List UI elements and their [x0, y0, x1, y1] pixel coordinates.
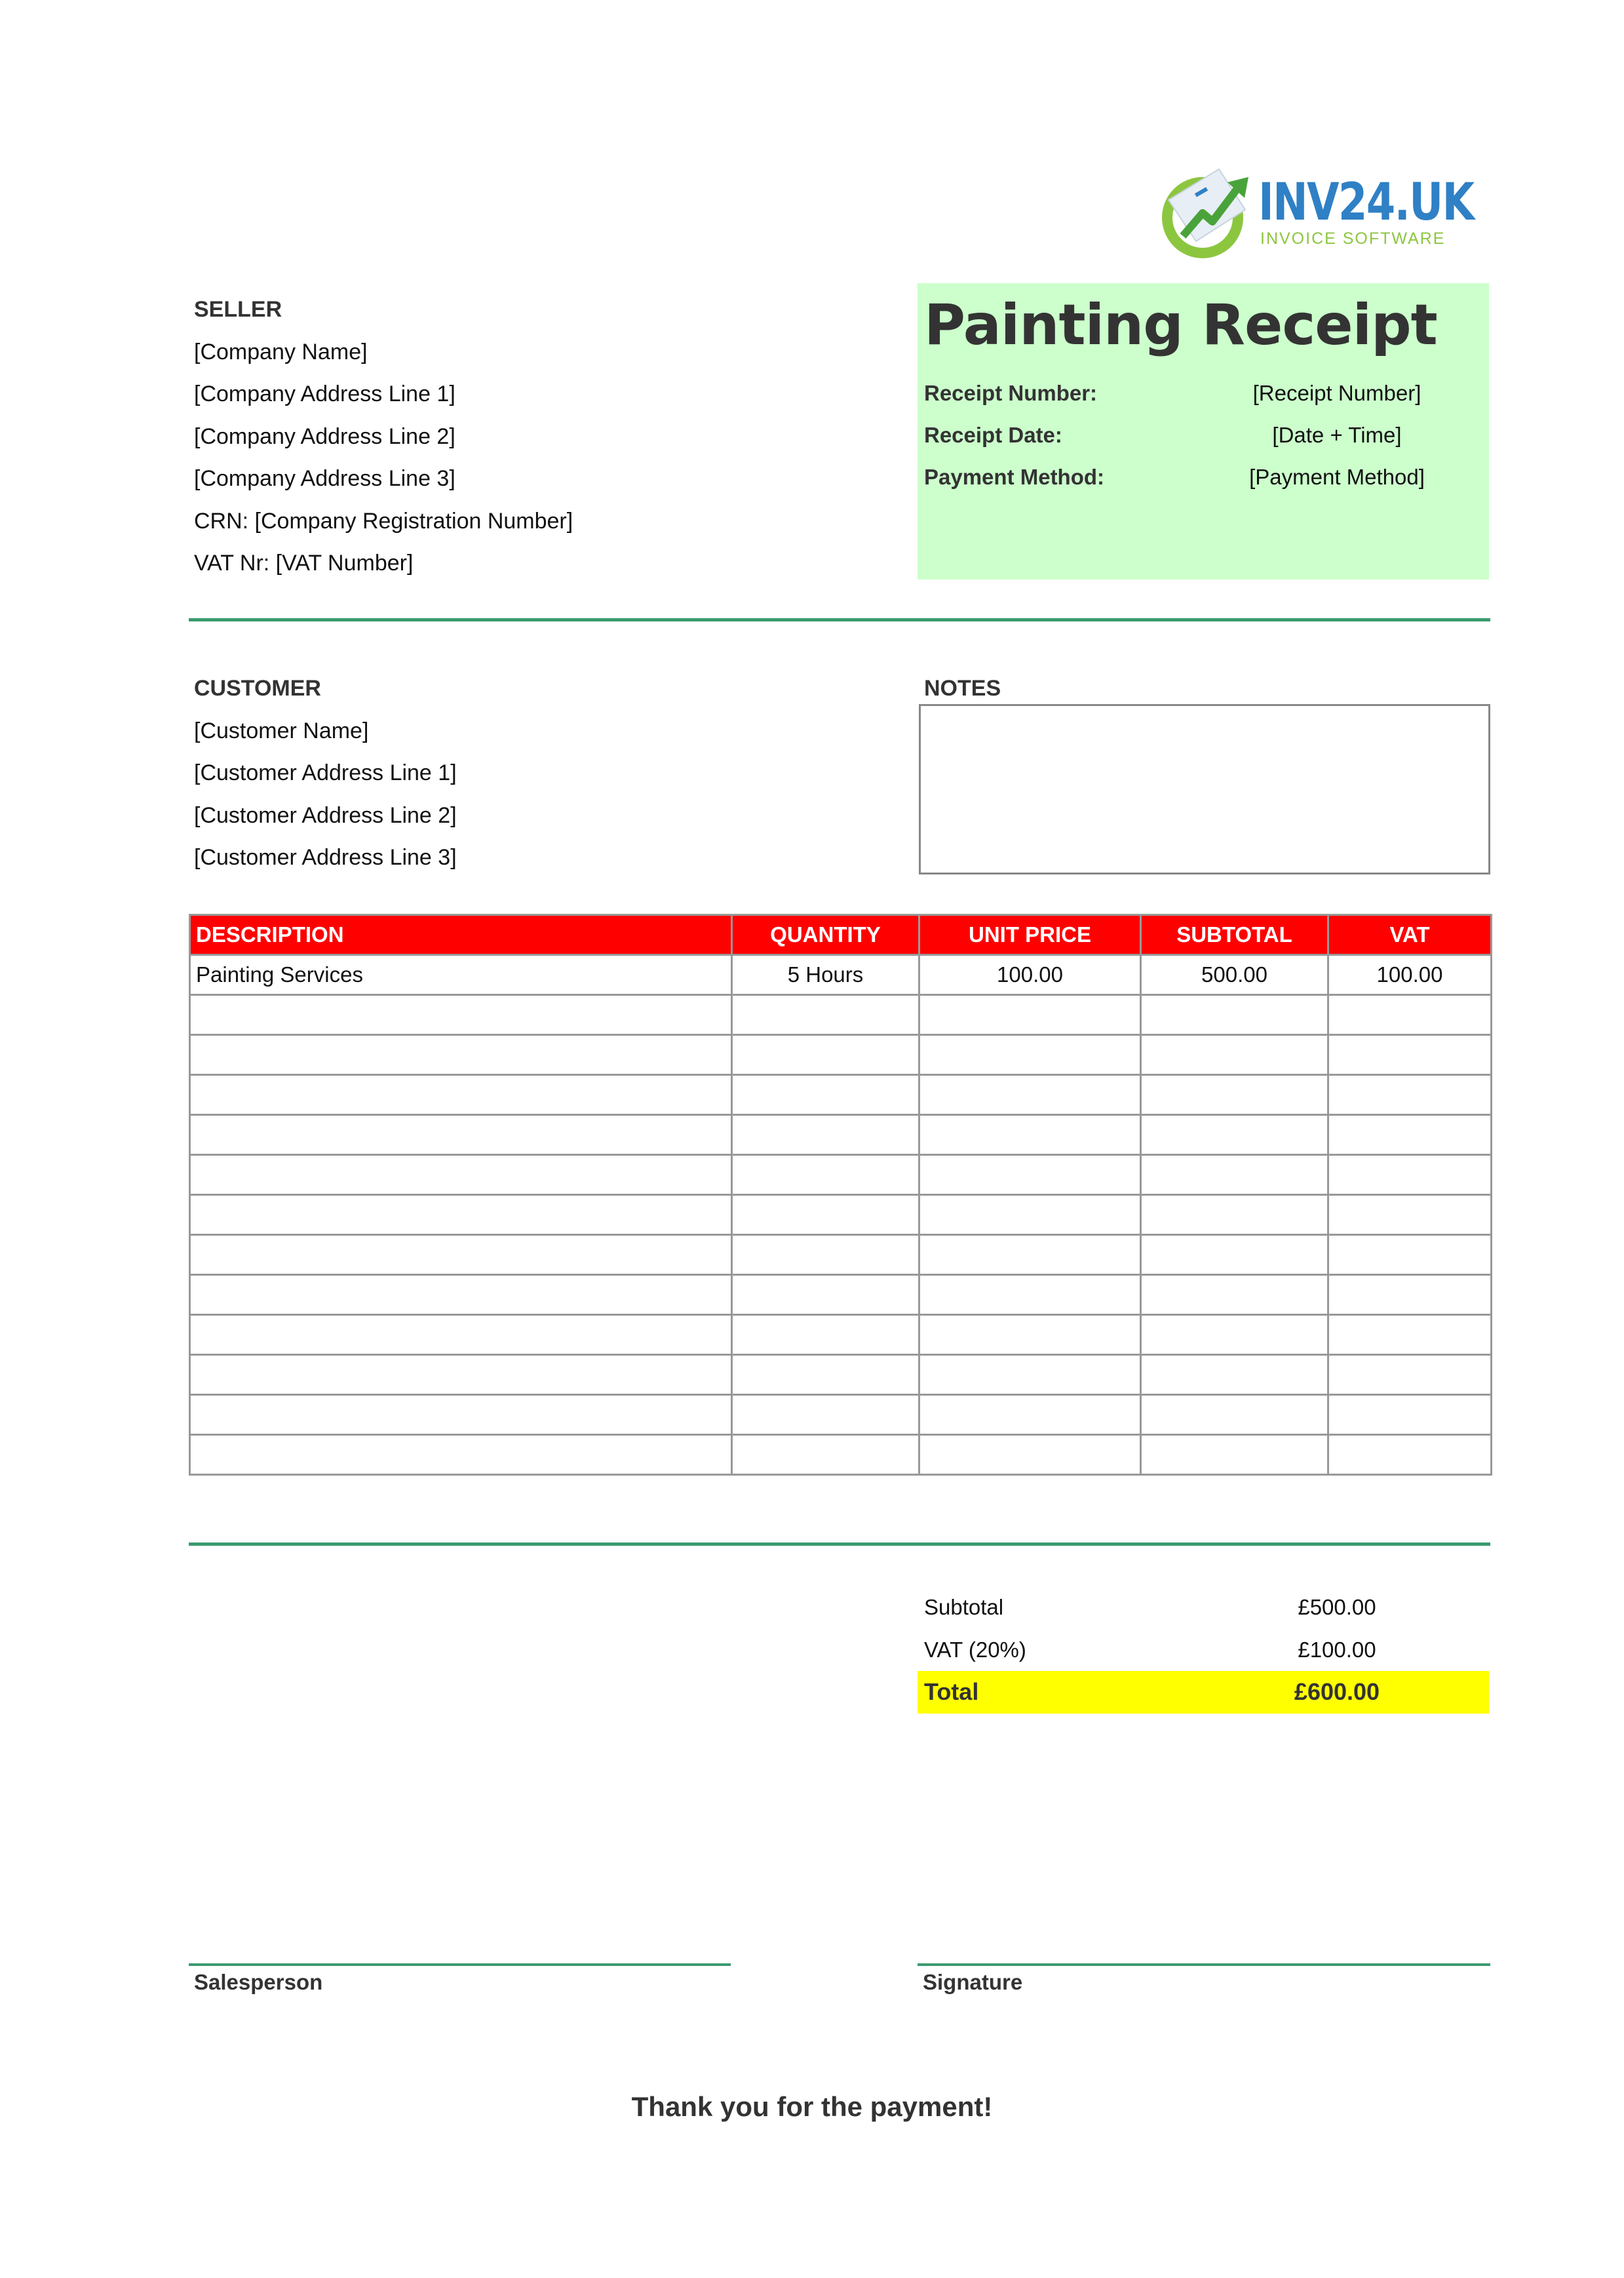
- cell-unit-price: [919, 1035, 1141, 1075]
- vat-value: £100.00: [1298, 1637, 1376, 1662]
- cell-subtotal: [1141, 995, 1328, 1035]
- customer-address-line-2: [Customer Address Line 2]: [194, 802, 457, 828]
- seller-address-line-1: [Company Address Line 1]: [194, 382, 455, 406]
- col-header-description: DESCRIPTION: [190, 915, 732, 955]
- seller-company-name: [Company Name]: [194, 339, 368, 364]
- col-header-quantity: QUANTITY: [732, 915, 919, 955]
- cell-description: [190, 995, 732, 1035]
- cell-unit-price: [919, 1315, 1141, 1355]
- table-row: [190, 955, 1492, 995]
- cell-unit-price: [919, 1395, 1141, 1435]
- seller-block: [194, 288, 849, 585]
- customer-heading: CUSTOMER: [194, 676, 321, 701]
- table-row: [190, 1235, 1492, 1275]
- cell-unit-price: [919, 1115, 1141, 1155]
- cell-subtotal: [1141, 1275, 1328, 1315]
- col-header-vat: VAT: [1328, 915, 1492, 955]
- cell-vat: [1328, 1155, 1492, 1195]
- items-table: [189, 914, 1492, 1476]
- salesperson-label: Salesperson: [194, 1970, 323, 1994]
- thank-you-message: Thank you for the payment!: [631, 2091, 993, 2122]
- subtotal-row: [918, 1586, 1489, 1629]
- table-row: [190, 1035, 1492, 1075]
- seller-heading: SELLER: [194, 297, 282, 322]
- cell-quantity: [732, 1195, 919, 1235]
- table-row: [190, 1155, 1492, 1195]
- receipt-date-label: Receipt Date:: [924, 423, 1062, 447]
- total-value: £600.00: [1294, 1678, 1380, 1705]
- section-divider: [189, 618, 1490, 621]
- cell-unit-price: [919, 1235, 1141, 1275]
- receipt-number-row: [924, 372, 1481, 414]
- total-row: [918, 1671, 1489, 1714]
- vat-label: VAT (20%): [924, 1637, 1026, 1662]
- cell-vat: [1328, 1075, 1492, 1115]
- cell-description: [190, 1395, 732, 1435]
- customer-name: [Customer Name]: [194, 718, 369, 743]
- table-row: [190, 1075, 1492, 1115]
- seller-address-line-2: [Company Address Line 2]: [194, 423, 455, 449]
- cell-quantity: [732, 1275, 919, 1315]
- table-row: [190, 1355, 1492, 1395]
- cell-quantity: [732, 1355, 919, 1395]
- cell-description: [190, 1195, 732, 1235]
- cell-description: [190, 1035, 732, 1075]
- cell-subtotal: [1141, 1195, 1328, 1235]
- receipt-number-value: [Receipt Number]: [1252, 381, 1421, 405]
- cell-subtotal: [1141, 1435, 1328, 1475]
- cell-vat: [1328, 1115, 1492, 1155]
- receipt-title: Painting Receipt: [924, 292, 1437, 358]
- col-header-subtotal: SUBTOTAL: [1141, 915, 1328, 955]
- cell-subtotal: [1141, 1355, 1328, 1395]
- cell-unit-price: [919, 1435, 1141, 1475]
- cell-description: [190, 1155, 732, 1195]
- receipt-number-label: Receipt Number:: [924, 381, 1098, 405]
- notes-heading: NOTES: [924, 676, 1001, 701]
- cell-vat: [1328, 1035, 1492, 1075]
- signature-label: Signature: [923, 1970, 1023, 1994]
- items-header-row: [190, 915, 1492, 955]
- cell-unit-price: [919, 1075, 1141, 1115]
- customer-address-line-3: [Customer Address Line 3]: [194, 845, 457, 870]
- seller-vat-number: VAT Nr: [VAT Number]: [194, 551, 414, 576]
- cell-quantity: [732, 995, 919, 1035]
- customer-address-line-1: [Customer Address Line 1]: [194, 760, 457, 785]
- logo-name: INV24.UK: [1258, 173, 1474, 232]
- payment-method-value: [Payment Method]: [1249, 465, 1425, 489]
- cell-quantity: 5 Hours: [732, 955, 919, 995]
- cell-description: [190, 1235, 732, 1275]
- growth-chart-icon: [1157, 164, 1258, 262]
- total-label: Total: [924, 1678, 979, 1705]
- subtotal-value: £500.00: [1298, 1595, 1376, 1619]
- cell-subtotal: [1141, 1035, 1328, 1075]
- cell-subtotal: [1141, 1395, 1328, 1435]
- cell-quantity: [732, 1395, 919, 1435]
- cell-description: [190, 1275, 732, 1315]
- cell-description: [190, 1075, 732, 1115]
- table-row: [190, 1115, 1492, 1155]
- cell-unit-price: [919, 1355, 1141, 1395]
- logo-tagline: INVOICE SOFTWARE: [1260, 229, 1446, 248]
- cell-vat: [1328, 1235, 1492, 1275]
- table-row: [190, 995, 1492, 1035]
- cell-quantity: [732, 1075, 919, 1115]
- table-row: [190, 1315, 1492, 1355]
- table-row: [190, 1195, 1492, 1235]
- company-logo: [1157, 164, 1474, 262]
- receipt-date-value: [Date + Time]: [1272, 423, 1402, 447]
- cell-unit-price: [919, 1275, 1141, 1315]
- cell-subtotal: 500.00: [1141, 955, 1328, 995]
- cell-vat: [1328, 995, 1492, 1035]
- cell-vat: [1328, 1315, 1492, 1355]
- cell-unit-price: [919, 995, 1141, 1035]
- cell-vat: 100.00: [1328, 955, 1492, 995]
- table-row: [190, 1275, 1492, 1315]
- cell-quantity: [732, 1155, 919, 1195]
- notes-box[interactable]: [919, 704, 1490, 874]
- receipt-date-row: [924, 414, 1481, 456]
- payment-method-label: Payment Method:: [924, 465, 1105, 489]
- customer-block: [194, 667, 849, 879]
- signature-line: [918, 1963, 1490, 1966]
- cell-unit-price: [919, 1195, 1141, 1235]
- subtotal-label: Subtotal: [924, 1595, 1004, 1619]
- cell-vat: [1328, 1355, 1492, 1395]
- salesperson-line: [189, 1963, 731, 1966]
- cell-description: [190, 1115, 732, 1155]
- cell-unit-price: [919, 1155, 1141, 1195]
- cell-quantity: [732, 1115, 919, 1155]
- cell-description: Painting Services: [190, 955, 732, 995]
- cell-quantity: [732, 1035, 919, 1075]
- cell-subtotal: [1141, 1115, 1328, 1155]
- cell-vat: [1328, 1395, 1492, 1435]
- col-header-unit-price: UNIT PRICE: [919, 915, 1141, 955]
- cell-unit-price: 100.00: [919, 955, 1141, 995]
- cell-subtotal: [1141, 1075, 1328, 1115]
- cell-vat: [1328, 1435, 1492, 1475]
- totals-block: [918, 1586, 1489, 1714]
- seller-address-line-3: [Company Address Line 3]: [194, 466, 455, 491]
- cell-description: [190, 1355, 732, 1395]
- cell-vat: [1328, 1275, 1492, 1315]
- cell-quantity: [732, 1435, 919, 1475]
- cell-subtotal: [1141, 1155, 1328, 1195]
- cell-description: [190, 1435, 732, 1475]
- payment-method-row: [924, 456, 1481, 498]
- table-row: [190, 1395, 1492, 1435]
- seller-crn: CRN: [Company Registration Number]: [194, 508, 573, 534]
- cell-subtotal: [1141, 1235, 1328, 1275]
- vat-row: [918, 1629, 1489, 1672]
- cell-quantity: [732, 1235, 919, 1275]
- cell-description: [190, 1315, 732, 1355]
- table-row: [190, 1435, 1492, 1475]
- cell-subtotal: [1141, 1315, 1328, 1355]
- section-divider: [189, 1542, 1490, 1546]
- receipt-info-box: [918, 283, 1489, 579]
- cell-quantity: [732, 1315, 919, 1355]
- cell-vat: [1328, 1195, 1492, 1235]
